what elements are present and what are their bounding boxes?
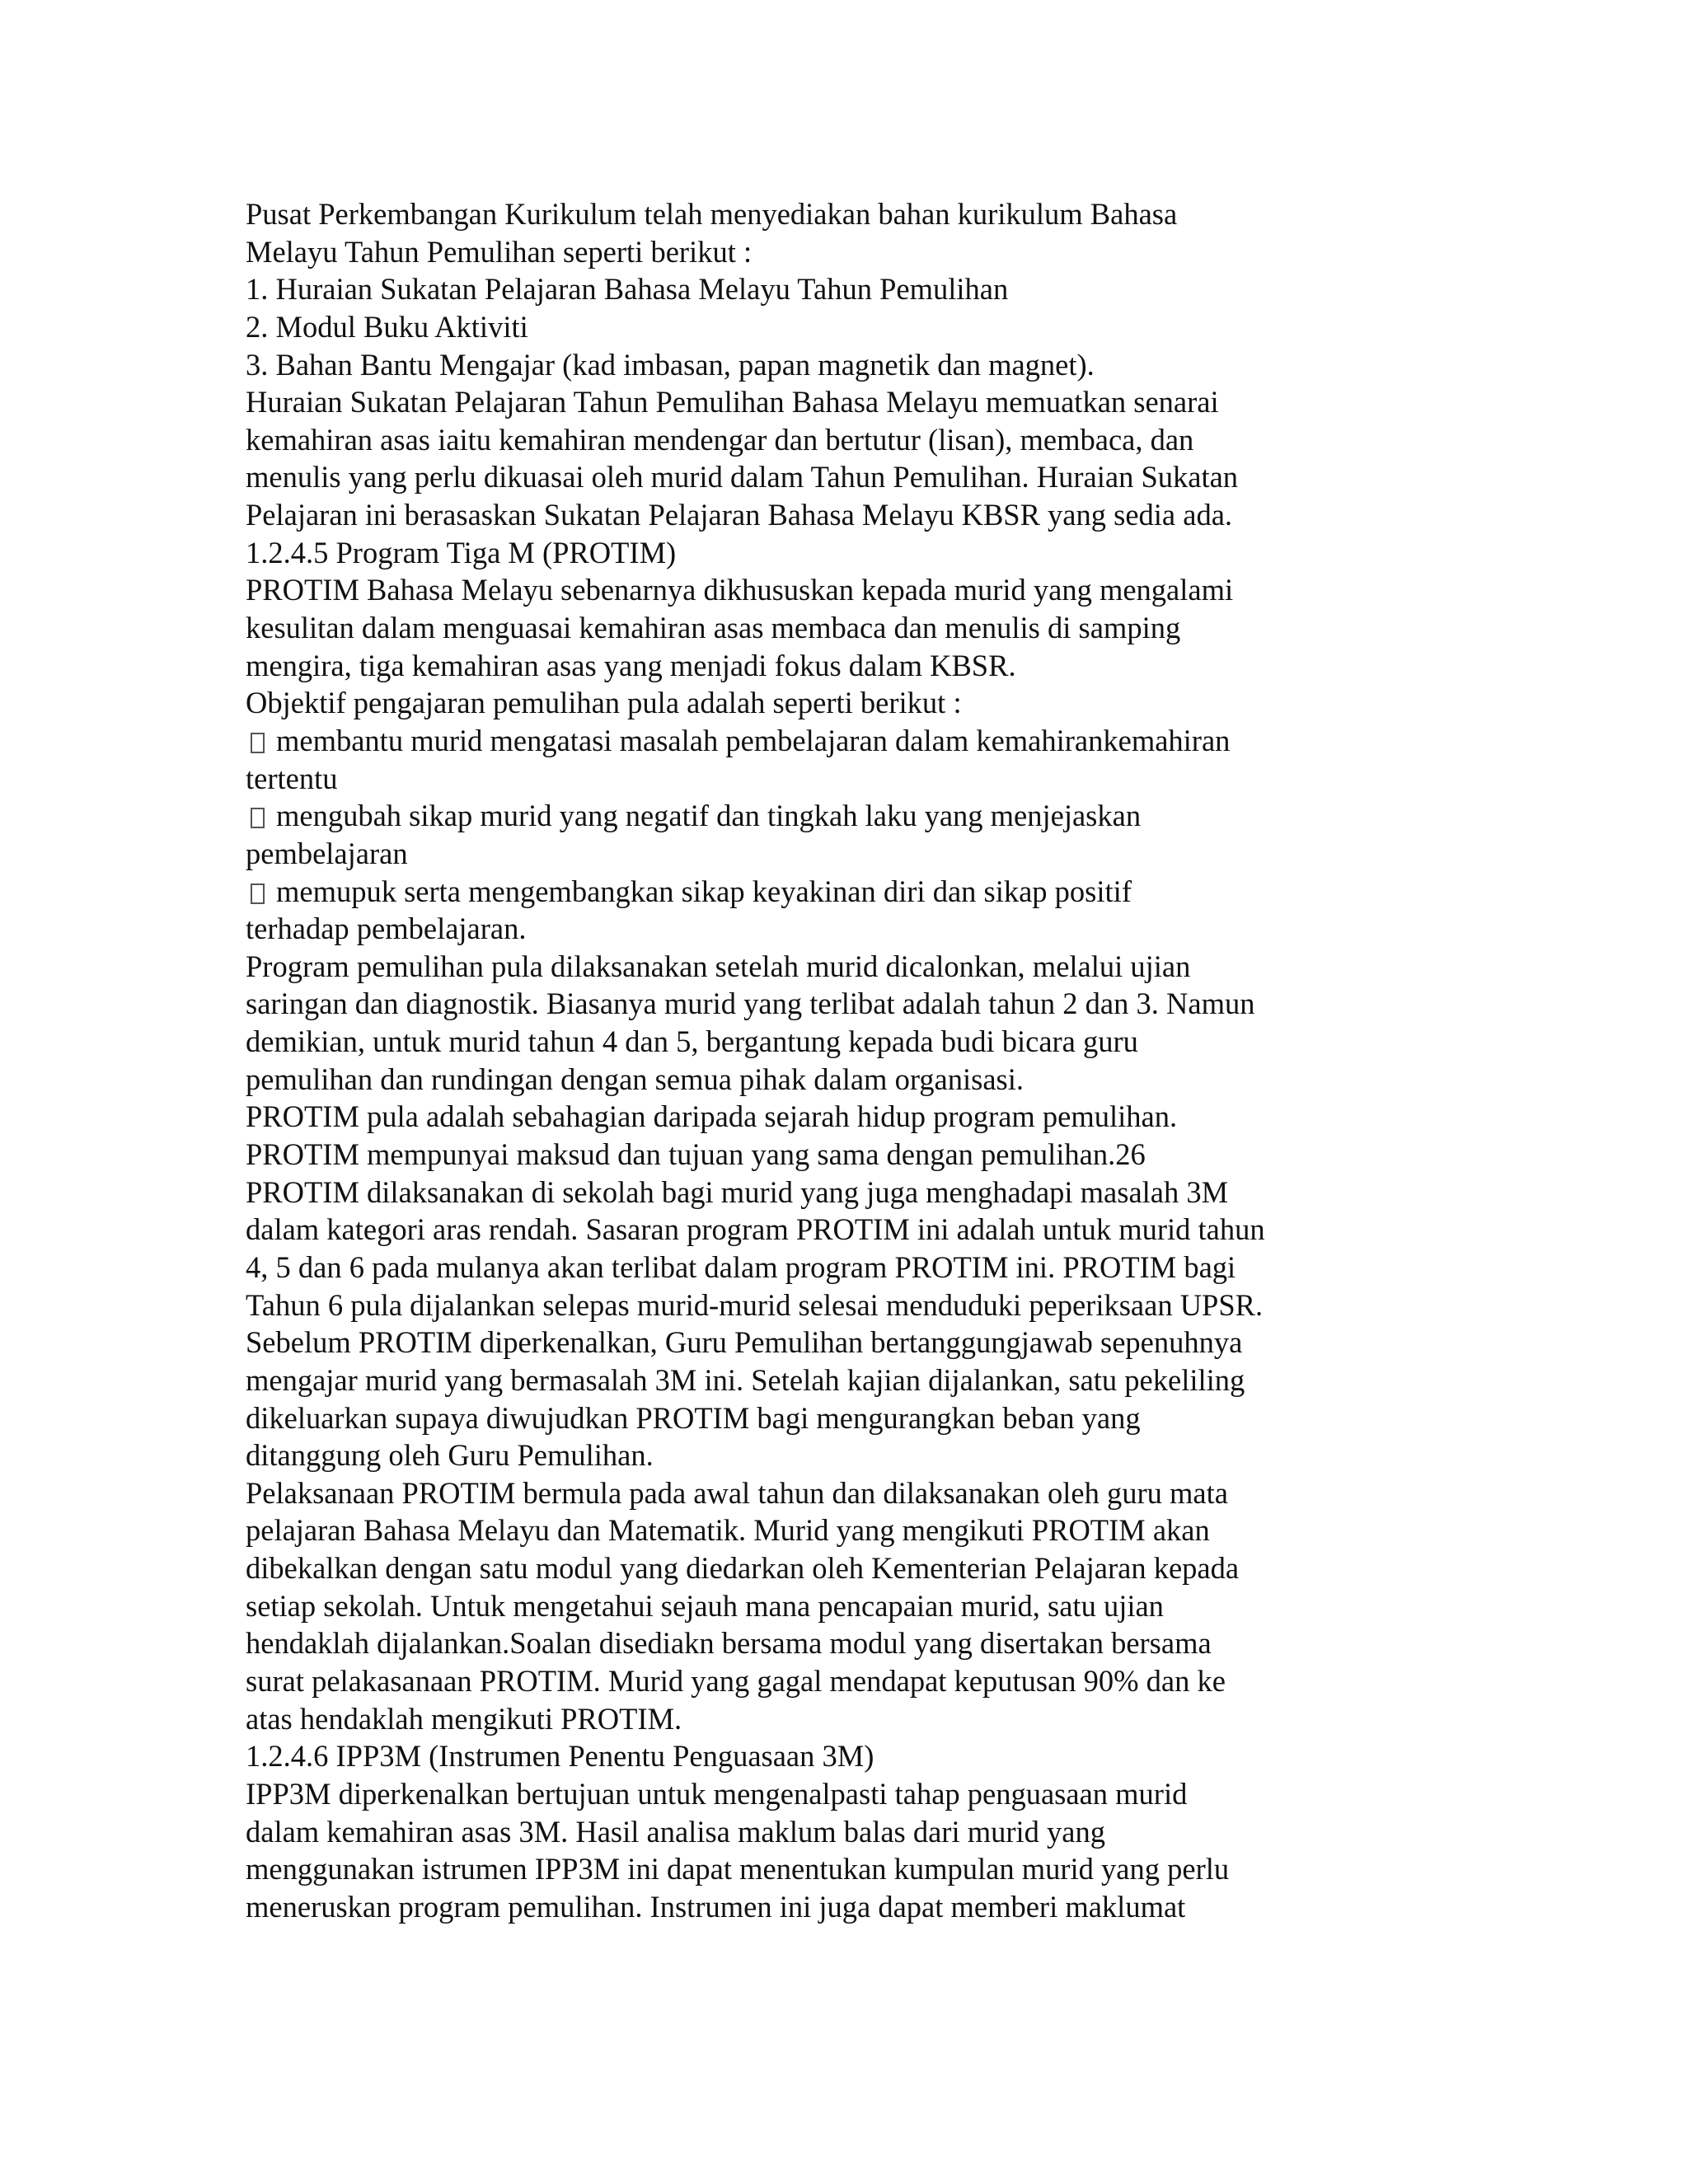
- text-line: menulis yang perlu dikuasai oleh murid dalam Tahun Pemulihan. Huraian Sukatan: [246, 460, 1239, 494]
- text-line: dalam kemahiran asas 3M. Hasil analisa maklum balas dari murid yang: [246, 1814, 1105, 1849]
- missing-glyph-box-icon: [251, 808, 265, 828]
- text-line: pembelajaran: [246, 836, 408, 870]
- list-item: 1. Huraian Sukatan Pelajaran Bahasa Melayu Tahun Pemulihan: [246, 272, 1009, 307]
- text-line: meneruskan program pemulihan. Instrumen ini juga dapat memberi maklumat: [246, 1889, 1186, 1924]
- text-line: Pusat Perkembangan Kurikulum telah menyediakan bahan kurikulum Bahasa: [246, 197, 1178, 231]
- list-item: 2. Modul Buku Aktiviti: [246, 309, 528, 344]
- text-line: Pelaksanaan PROTIM bermula pada awal tahun dan dilaksanakan oleh guru mata: [246, 1475, 1228, 1510]
- text-line: PROTIM dilaksanakan di sekolah bagi murid yang juga menghadapi masalah 3M: [246, 1174, 1229, 1209]
- text-line: PROTIM Bahasa Melayu sebenarnya dikhususkan kepada murid yang mengalami: [246, 573, 1234, 607]
- section-heading: 1.2.4.5 Program Tiga M (PROTIM): [246, 535, 677, 569]
- text-line: menggunakan istrumen IPP3M ini dapat menentukan kumpulan murid yang perlu: [246, 1852, 1230, 1886]
- text-line: dibekalkan dengan satu modul yang diedarkan oleh Kementerian Pelajaran kepada: [246, 1551, 1240, 1586]
- text-line: Huraian Sukatan Pelajaran Tahun Pemulihan Bahasa Melayu memuatkan senarai: [246, 385, 1219, 419]
- text-line: Sebelum PROTIM diperkenalkan, Guru Pemulihan bertanggungjawab sepenuhnya: [246, 1325, 1243, 1360]
- text-line: Pelajaran ini berasaskan Sukatan Pelajaran Bahasa Melayu KBSR yang sedia ada.: [246, 498, 1233, 532]
- text-line: setiap sekolah. Untuk mengetahui sejauh mana pencapaian murid, satu ujian: [246, 1588, 1164, 1623]
- bullet-item: [246, 722, 1482, 760]
- bullet-text: membantu murid mengatasi masalah pembelajaran dalam kemahirankemahiran: [276, 723, 1231, 757]
- text-line: Program pemulihan pula dilaksanakan setelah murid dicalonkan, melalui ujian: [246, 949, 1191, 983]
- bullet-item: [246, 797, 1482, 835]
- list-item: 3. Bahan Bantu Mengajar (kad imbasan, papan magnetik dan magnet).: [246, 347, 1095, 382]
- text-line: Melayu Tahun Pemulihan seperti berikut :: [246, 234, 753, 269]
- text-line: 4, 5 dan 6 pada mulanya akan terlibat dalam program PROTIM ini. PROTIM bagi: [246, 1249, 1236, 1284]
- text-line: ditanggung oleh Guru Pemulihan.: [246, 1438, 654, 1473]
- text-line: PROTIM pula adalah sebahagian daripada sejarah hidup program pemulihan.: [246, 1099, 1178, 1134]
- text-line: pelajaran Bahasa Melayu dan Matematik. Murid yang mengikuti PROTIM akan: [246, 1513, 1210, 1548]
- text-line: saringan dan diagnostik. Biasanya murid yang terlibat adalah tahun 2 dan 3. Namun: [246, 987, 1255, 1021]
- text-line: pemulihan dan rundingan dengan semua pihak dalam organisasi.: [246, 1062, 1025, 1096]
- bullet-item: [246, 873, 1482, 911]
- text-line: Tahun 6 pula dijalankan selepas murid-murid selesai menduduki peperiksaan UPSR.: [246, 1287, 1264, 1322]
- text-line: dalam kategori aras rendah. Sasaran program PROTIM ini adalah untuk murid tahun: [246, 1212, 1265, 1247]
- text-line: IPP3M diperkenalkan bertujuan untuk mengenalpasti tahap penguasaan murid: [246, 1776, 1188, 1811]
- bullet-text: memupuk serta mengembangkan sikap keyakinan diri dan sikap positif: [276, 874, 1132, 908]
- document-body: [246, 195, 1482, 1925]
- text-line: atas hendaklah mengikuti PROTIM.: [246, 1701, 682, 1736]
- text-line: tertentu: [246, 761, 338, 795]
- section-heading: 1.2.4.6 IPP3M (Instrumen Penentu Penguasaan 3M): [246, 1739, 874, 1774]
- text-line: PROTIM mempunyai maksud dan tujuan yang sama dengan pemulihan.26: [246, 1137, 1146, 1172]
- text-line: mengajar murid yang bermasalah 3M ini. Setelah kajian dijalankan, satu pekeliling: [246, 1362, 1245, 1397]
- text-line: dikeluarkan supaya diwujudkan PROTIM bagi mengurangkan beban yang: [246, 1400, 1141, 1435]
- text-line: kesulitan dalam menguasai kemahiran asas membaca dan menulis di samping: [246, 611, 1181, 645]
- text-line: demikian, untuk murid tahun 4 dan 5, bergantung kepada budi bicara guru: [246, 1024, 1138, 1059]
- text-line: mengira, tiga kemahiran asas yang menjadi fokus dalam KBSR.: [246, 648, 1016, 682]
- text-line: hendaklah dijalankan.Soalan disediakn bersama modul yang disertakan bersama: [246, 1626, 1212, 1661]
- text-line: kemahiran asas iaitu kemahiran mendengar dan bertutur (lisan), membaca, dan: [246, 422, 1194, 457]
- missing-glyph-box-icon: [251, 733, 265, 753]
- text-line: surat pelakasanaan PROTIM. Murid yang gagal mendapat keputusan 90% dan ke: [246, 1663, 1226, 1698]
- missing-glyph-box-icon: [251, 883, 265, 904]
- text-line: terhadap pembelajaran.: [246, 912, 527, 946]
- text-line: Objektif pengajaran pemulihan pula adalah seperti berikut :: [246, 686, 962, 720]
- bullet-text: mengubah sikap murid yang negatif dan tingkah laku yang menjejaskan: [276, 799, 1142, 833]
